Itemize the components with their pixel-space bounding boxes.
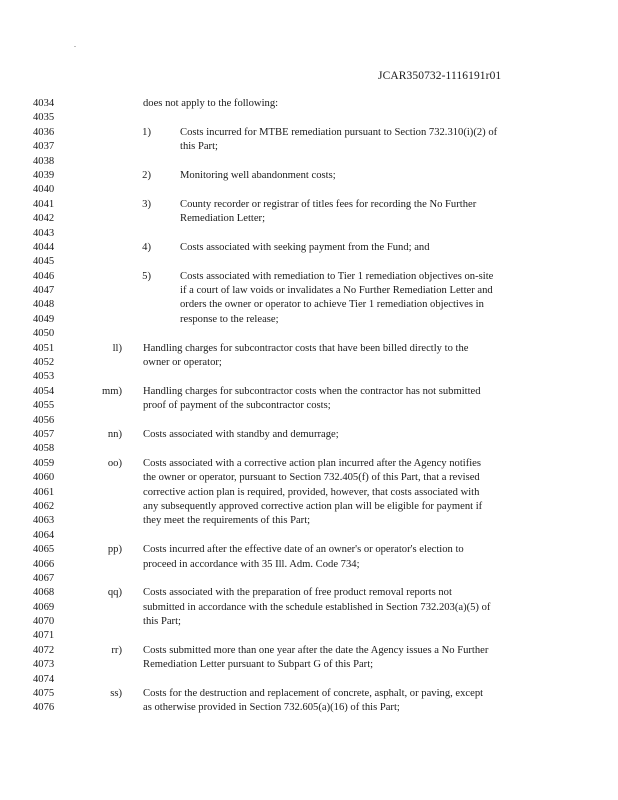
line-text: proceed in accordance with 35 Ill. Adm. Code 734;: [143, 558, 360, 570]
line-text: response to the release;: [180, 313, 279, 325]
item-label: 1): [142, 126, 151, 138]
line-number: 4041: [33, 198, 55, 210]
document-line: [0, 471, 618, 485]
line-text: Handling charges for subcontractor costs that have been billed directly to the: [143, 342, 469, 354]
document-line: [0, 97, 618, 111]
line-number: 4038: [33, 155, 55, 167]
document-line: [0, 255, 618, 269]
line-number: 4040: [33, 184, 55, 196]
document-line: [0, 284, 618, 298]
line-number: 4068: [33, 587, 55, 599]
document-line: [0, 514, 618, 528]
document-line: [0, 111, 618, 125]
document-line: [0, 673, 618, 687]
document-line: [0, 126, 618, 140]
line-number: 4067: [33, 572, 55, 584]
line-text: does not apply to the following:: [143, 98, 279, 109]
line-number: 4075: [33, 688, 55, 700]
line-number: 4057: [33, 428, 55, 440]
document-line: [0, 241, 618, 255]
item-label: pp): [107, 544, 122, 556]
document-line: [0, 227, 618, 241]
line-text: County recorder or registrar of titles fees for recording the No Further: [180, 198, 477, 210]
document-line: [0, 313, 618, 327]
line-text: the owner or operator, pursuant to Section 732.405(f) of this Part, that a revised: [143, 472, 480, 484]
document-line: [0, 198, 618, 212]
line-number: 4073: [33, 659, 55, 671]
document-line: [0, 543, 618, 557]
document-line: [0, 572, 618, 586]
document-line: [0, 298, 618, 312]
line-number: 4054: [33, 385, 55, 397]
line-number: 4052: [33, 357, 55, 369]
document-line: [0, 370, 618, 384]
item-label: nn): [107, 428, 122, 440]
line-text: submitted in accordance with the schedule established in Section 732.203(a)(5) of: [143, 601, 491, 613]
line-number: 4055: [33, 400, 55, 412]
line-text: Monitoring well abandonment costs;: [180, 169, 336, 181]
line-number: 4059: [33, 457, 55, 469]
line-text: Costs associated with remediation to Tier 1 remediation objectives on-site: [180, 270, 494, 282]
document-line: [0, 644, 618, 658]
document-line: [0, 629, 618, 643]
line-text: as otherwise provided in Section 732.605(a)(16) of this Part;: [143, 702, 400, 714]
document-line: [0, 414, 618, 428]
line-text: Costs incurred after the effective date of an owner's or operator's election to: [143, 544, 464, 556]
line-text: Costs incurred for MTBE remediation pursuant to Section 732.310(i)(2) of: [180, 126, 498, 138]
line-number: 4051: [33, 342, 55, 354]
document-header-code: JCAR350732-1116191r01: [378, 70, 502, 82]
line-number: 4044: [33, 241, 55, 253]
item-label: qq): [107, 587, 122, 599]
item-label: mm): [101, 385, 122, 397]
document-line: [0, 356, 618, 370]
item-label: rr): [111, 644, 122, 656]
item-label: 4): [142, 241, 151, 253]
line-text: Costs for the destruction and replacement of concrete, asphalt, or paving, except: [143, 688, 484, 700]
line-number: 4063: [33, 515, 55, 527]
document-line: [0, 169, 618, 183]
line-number: 4037: [33, 141, 55, 153]
line-number: 4050: [33, 328, 55, 340]
line-number: 4065: [33, 544, 55, 556]
line-text: orders the owner or operator to achieve Tier 1 remediation objectives in: [180, 299, 484, 311]
line-number: 4047: [33, 285, 55, 297]
document-line: [0, 270, 618, 284]
line-number: 4061: [33, 486, 55, 498]
line-text: Costs associated with standby and demurrage;: [143, 428, 339, 440]
line-text: Costs submitted more than one year after the date the Agency issues a No Further: [143, 644, 489, 656]
document-line: [0, 500, 618, 514]
document-line: [0, 442, 618, 456]
document-line: [0, 428, 618, 442]
line-number: 4058: [33, 443, 55, 455]
item-label: 3): [142, 198, 151, 210]
line-number: 4039: [33, 169, 55, 181]
line-number: 4060: [33, 472, 55, 484]
line-number: 4069: [33, 601, 55, 613]
line-number: 4072: [33, 644, 55, 656]
line-text: Costs associated with the preparation of free product removal reports not: [143, 587, 452, 599]
document-line: [0, 385, 618, 399]
line-number: 4076: [33, 702, 55, 714]
document-line: [0, 342, 618, 356]
line-number: 4071: [33, 630, 55, 642]
document-line: [0, 457, 618, 471]
document-line: [0, 601, 618, 615]
document-line: [0, 586, 618, 600]
line-text: they meet the requirements of this Part;: [143, 515, 311, 527]
line-number: 4062: [33, 500, 55, 512]
line-number: 4053: [33, 371, 55, 383]
line-number: 4034: [33, 98, 55, 109]
scan-mark: .: [74, 40, 76, 49]
line-number: 4043: [33, 227, 55, 239]
document-line: [0, 701, 618, 715]
line-text: Handling charges for subcontractor costs when the contractor has not submitted: [143, 385, 481, 397]
line-text: this Part;: [143, 616, 181, 628]
line-text: this Part;: [180, 141, 218, 153]
line-text: Remediation Letter;: [180, 213, 266, 225]
line-number: 4048: [33, 299, 55, 311]
line-number: 4066: [33, 558, 55, 570]
line-number: 4045: [33, 256, 55, 268]
line-number: 4049: [33, 313, 55, 325]
item-label: ss): [110, 688, 122, 700]
document-line: [0, 212, 618, 226]
line-number: 4070: [33, 616, 55, 628]
item-label: oo): [107, 457, 122, 469]
line-number: 4036: [33, 126, 55, 138]
line-number: 4046: [33, 270, 55, 282]
document-line: [0, 183, 618, 197]
line-text: owner or operator;: [143, 357, 222, 369]
line-number: 4042: [33, 213, 55, 225]
line-text: if a court of law voids or invalidates a No Further Remediation Letter and: [180, 285, 493, 297]
document-line: [0, 558, 618, 572]
document-line: [0, 327, 618, 341]
line-number: 4056: [33, 414, 55, 426]
line-number: 4074: [33, 673, 55, 685]
document-line: [0, 529, 618, 543]
document-line: [0, 399, 618, 413]
document-body: [0, 97, 618, 716]
item-label: 5): [142, 270, 151, 282]
document-line: [0, 486, 618, 500]
item-label: 2): [142, 169, 151, 181]
document-line: [0, 615, 618, 629]
document-line: [0, 658, 618, 672]
document-line: [0, 155, 618, 169]
line-text: corrective action plan is required, provided, however, that costs associated with: [143, 486, 480, 498]
line-text: Costs associated with a corrective action plan incurred after the Agency notifies: [143, 457, 481, 469]
line-text: proof of payment of the subcontractor costs;: [143, 400, 331, 412]
line-text: Costs associated with seeking payment from the Fund; and: [180, 241, 430, 253]
line-text: Remediation Letter pursuant to Subpart G of this Part;: [143, 659, 374, 671]
document-line: [0, 687, 618, 701]
document-line: [0, 140, 618, 154]
item-label: ll): [112, 342, 122, 354]
line-number: 4064: [33, 529, 55, 541]
line-text: any subsequently approved corrective action plan will be eligible for payment if: [143, 500, 483, 512]
line-number: 4035: [33, 112, 55, 124]
